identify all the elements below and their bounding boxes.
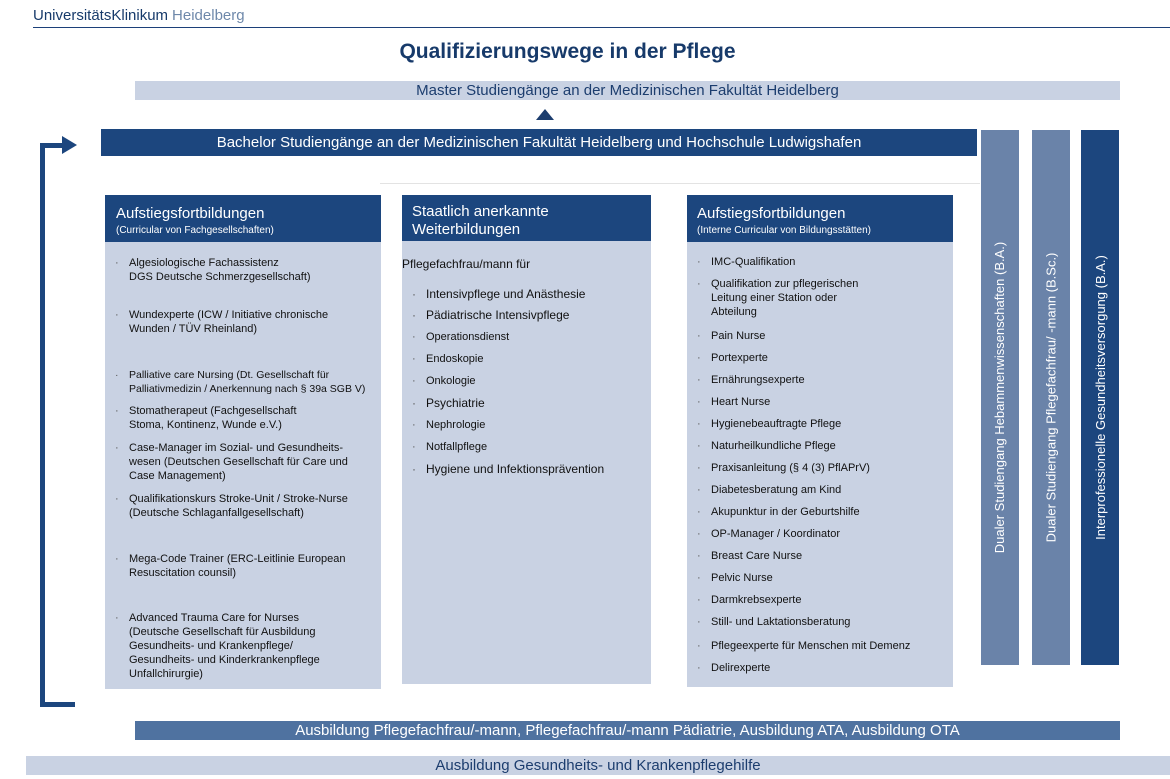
vertical-bar-label: Interprofessionelle Gesundheitsversorgung (B.A.): [1092, 255, 1108, 540]
list-item: · Operationsdienst: [426, 330, 509, 344]
header-divider: [33, 27, 1170, 28]
list-item: · Onkologie: [426, 374, 476, 388]
vertical-bar-label: Dualer Studiengang Pflegefachfrau/ -mann (B.Sc.): [1043, 252, 1059, 543]
bachelor-bar: Bachelor Studiengänge an der Medizinischen Fakultät Heidelberg und Hochschule Ludwigshafen: [101, 129, 977, 156]
list-item: · Qualifikationskurs Stroke-Unit / Stroke-Nurse (Deutsche Schlaganfallgesellschaft): [129, 492, 348, 520]
page-title: Qualifizierungswege in der Pflege: [399, 40, 736, 63]
list-item: · Wundexperte (ICW / Initiative chronische Wunden / TÜV Rheinland): [129, 308, 328, 336]
column-subtitle: (Interne Curricular von Bildungsstätten): [697, 225, 871, 236]
list-item: · Naturheilkundliche Pflege: [711, 439, 836, 453]
list-item: · Notfallpflege: [426, 440, 487, 454]
list-item: · Akupunktur in der Geburtshilfe: [711, 505, 860, 519]
list-item: · Hygiene und Infektionsprävention: [426, 462, 604, 476]
list-item: · Endoskopie: [426, 352, 484, 366]
list-item: · Pflegeexperte für Menschen mit Demenz: [711, 639, 910, 653]
list-item: · Qualifikation zur pflegerischen Leitung einer Station oder Abteilung: [711, 277, 858, 319]
list-item: · IMC-Qualifikation: [711, 255, 795, 269]
column-title: Aufstiegsfortbildungen: [697, 205, 846, 222]
list-item: · Still- und Laktationsberatung: [711, 615, 850, 629]
list-item: · OP-Manager / Koordinator: [711, 527, 840, 541]
column-header: [402, 195, 651, 241]
arrow-right-icon: [62, 136, 77, 154]
list-item: · Advanced Trauma Care for Nurses (Deutsche Gesellschaft für Ausbildung Gesundheits- und Krankenpflege/ Gesundheits- und Kinderkrankenpflege Unfallchirurgie): [129, 611, 320, 681]
brand-name: UniversitätsKlinikum: [33, 7, 169, 24]
list-item: · Case-Manager im Sozial- und Gesundheits- wesen (Deutschen Gesellschaft für Care und Case Management): [129, 441, 348, 483]
bracket-line: [40, 143, 45, 705]
vertical-bar-hebammen: [981, 130, 1019, 665]
column-subtitle: (Curricular von Fachgesellschaften): [116, 225, 274, 236]
list-item: · Nephrologie: [426, 418, 485, 432]
list-item: · Pain Nurse: [711, 329, 765, 343]
vertical-bar-interprofessionell: [1081, 130, 1119, 665]
divider-line: [380, 183, 980, 184]
brand-location: Heidelberg: [172, 7, 245, 24]
list-item: · Hygienebeauftragte Pflege: [711, 417, 841, 431]
bracket-bottom: [40, 702, 75, 707]
brand-logo: [33, 7, 245, 24]
vertical-bar-pflege-bsc: [1032, 130, 1070, 665]
column-intro: Pflegefachfrau/mann für: [402, 257, 531, 271]
list-item: · Breast Care Nurse: [711, 549, 802, 563]
column-header: [105, 195, 381, 242]
bracket-top: [40, 143, 64, 148]
list-item: · Darmkrebsexperte: [711, 593, 801, 607]
column-title-line1: Staatlich anerkannte: [412, 203, 549, 220]
list-item: · Pädiatrische Intensivpflege: [426, 308, 569, 322]
column-header: [687, 195, 953, 242]
vertical-bar-label: Dualer Studiengang Hebammenwissenschaften (B.A.): [992, 241, 1008, 554]
list-item: · Palliative care Nursing (Dt. Gesellschaft für Palliativmedizin / Anerkennung nach § 39a SGB V): [129, 368, 365, 396]
list-item: · Delirexperte: [711, 661, 770, 675]
ausbildung-bar: Ausbildung Pflegefachfrau/-mann, Pflegefachfrau/-mann Pädiatrie, Ausbildung ATA, Ausbildung OTA: [135, 721, 1120, 740]
pflegehilfe-bar: Ausbildung Gesundheits- und Krankenpflegehilfe: [26, 756, 1170, 775]
list-item: · Pelvic Nurse: [711, 571, 773, 585]
list-item: · Mega-Code Trainer (ERC-Leitlinie European Resuscitation counsil): [129, 552, 345, 580]
list-item: · Algesiologische Fachassistenz DGS Deutsche Schmerzgesellschaft): [129, 256, 311, 284]
list-item: · Diabetesberatung am Kind: [711, 483, 841, 497]
column-title: Aufstiegsfortbildungen: [116, 205, 265, 222]
list-item: · Intensivpflege und Anästhesie: [426, 287, 585, 301]
list-item: · Heart Nurse: [711, 395, 770, 409]
arrow-up-icon: [536, 109, 554, 120]
list-item: · Stomatherapeut (Fachgesellschaft Stoma, Kontinenz, Wunde e.V.): [129, 404, 297, 432]
column-title-line2: Weiterbildungen: [412, 221, 521, 238]
list-item: · Psychiatrie: [426, 396, 485, 410]
list-item: · Ernährungsexperte: [711, 373, 805, 387]
list-item: · Portexperte: [711, 351, 768, 365]
list-item: · Praxisanleitung (§ 4 (3) PflAPrV): [711, 461, 870, 475]
master-bar: Master Studiengänge an der Medizinischen Fakultät Heidelberg: [135, 81, 1120, 100]
